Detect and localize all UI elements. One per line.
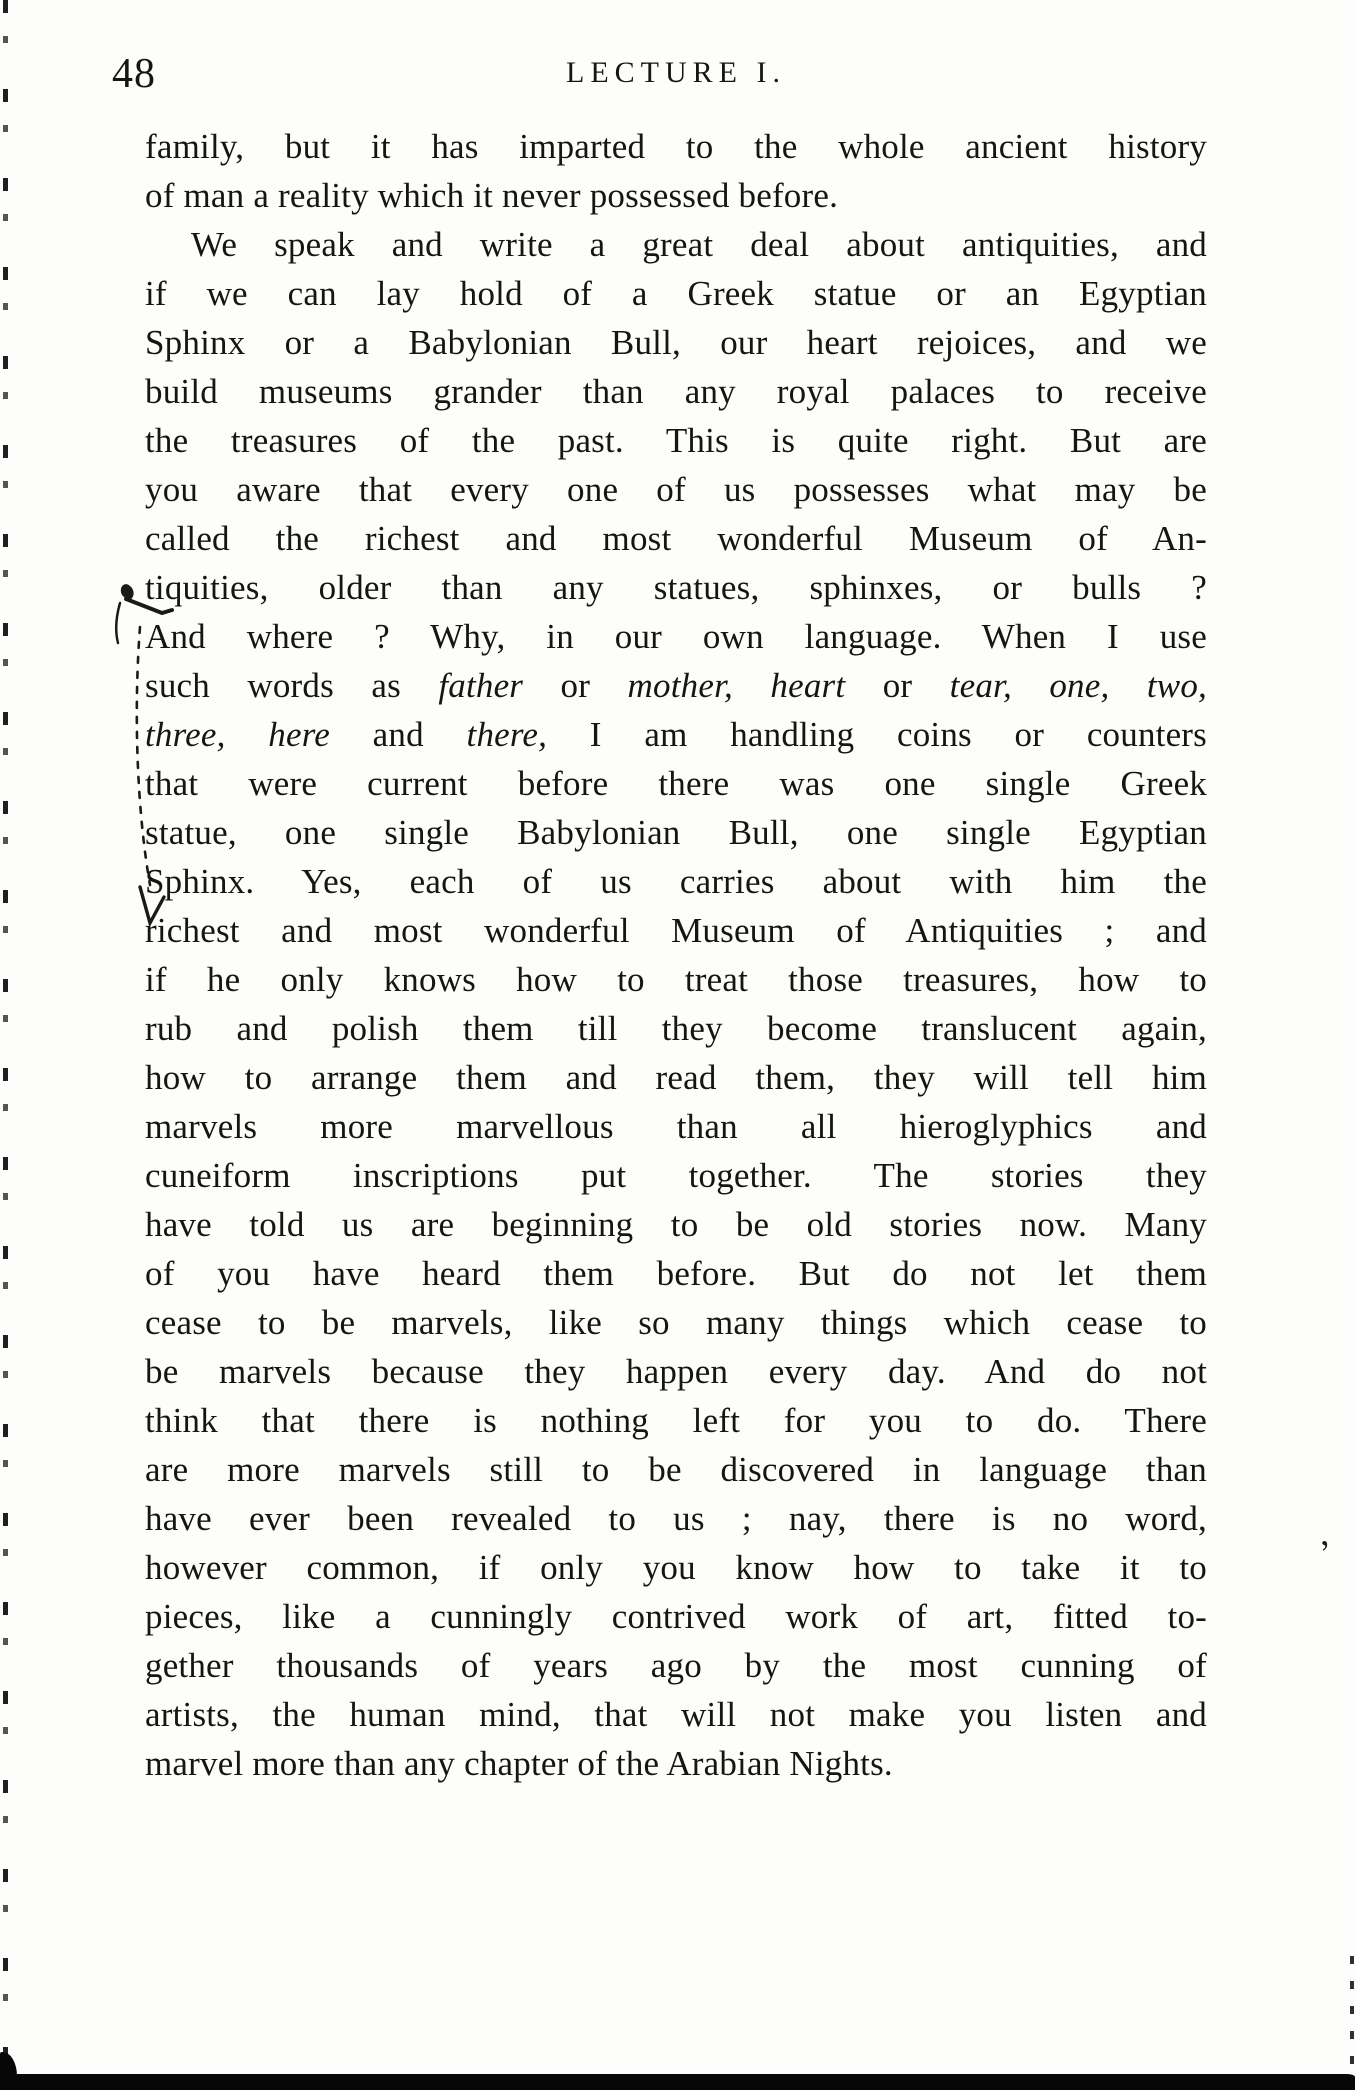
text-line xyxy=(145,416,1207,465)
text-segment: and xyxy=(329,715,467,754)
text-segment: or xyxy=(845,666,950,705)
text-segment: be marvels because they happen every day. And do not xyxy=(145,1352,1207,1391)
text-segment: richest and most wonderful Museum of Antiquities ; and xyxy=(145,911,1207,950)
text-line xyxy=(145,514,1207,563)
text-segment xyxy=(733,666,770,705)
italic-word: tear, xyxy=(949,666,1012,705)
text-line xyxy=(145,1396,1207,1445)
text-segment: of man a reality which it never possessed before. xyxy=(145,176,839,215)
text-segment: I am handling coins or counters xyxy=(547,715,1207,754)
text-line xyxy=(145,1445,1207,1494)
text-segment: called the richest and most wonderful Museum of An- xyxy=(145,519,1207,558)
text-segment: cease to be marvels, like so many things which cease to xyxy=(145,1303,1207,1342)
text-line xyxy=(145,171,1207,220)
text-line xyxy=(145,1494,1207,1543)
page-header xyxy=(0,48,1355,108)
right-edge-scan-artifact xyxy=(1350,1956,1354,2078)
text-segment: such words as xyxy=(145,666,439,705)
text-segment: are more marvels still to be discovered in language than xyxy=(145,1450,1207,1489)
text-segment: pieces, like a cunningly contrived work of art, fitted to- xyxy=(145,1597,1207,1636)
text-segment: have told us are beginning to be old stories now. Many xyxy=(145,1205,1207,1244)
running-title: LECTURE I. xyxy=(566,56,786,89)
text-line xyxy=(145,955,1207,1004)
italic-word: heart xyxy=(770,666,846,705)
text-segment: cuneiform inscriptions put together. The stories they xyxy=(145,1156,1207,1195)
pen-tick-right: , xyxy=(1313,1512,1332,1554)
text-segment: gether thousands of years ago by the most cunning of xyxy=(145,1646,1207,1685)
italic-word: father xyxy=(438,666,524,705)
text-segment: statue, one single Babylonian Bull, one single Egyptian xyxy=(145,813,1207,852)
text-line xyxy=(145,367,1207,416)
italic-word: here xyxy=(268,715,330,754)
text-segment: or xyxy=(523,666,628,705)
text-line xyxy=(145,220,1207,269)
text-line xyxy=(145,1102,1207,1151)
text-segment: artists, the human mind, that will not make you listen and xyxy=(145,1695,1207,1734)
text-segment: think that there is nothing left for you to do. There xyxy=(145,1401,1207,1440)
body-text xyxy=(145,122,1207,1788)
text-line xyxy=(145,269,1207,318)
text-segment xyxy=(226,715,269,754)
text-line xyxy=(145,1592,1207,1641)
text-segment: rub and polish them till they become translucent again, xyxy=(145,1009,1207,1048)
text-segment: And where ? Why, in our own language. When I use xyxy=(145,617,1207,656)
text-line xyxy=(145,1690,1207,1739)
text-line xyxy=(145,661,1207,710)
text-segment: how to arrange them and read them, they will tell him xyxy=(145,1058,1207,1097)
italic-word: there, xyxy=(466,715,548,754)
text-line xyxy=(145,1347,1207,1396)
text-line xyxy=(145,759,1207,808)
text-line xyxy=(145,1641,1207,1690)
text-segment: of you have heard them before. But do not let them xyxy=(145,1254,1207,1293)
text-line xyxy=(145,1200,1207,1249)
italic-word: mother, xyxy=(627,666,733,705)
text-segment: We speak and write a great deal about antiquities, and xyxy=(191,225,1207,264)
text-segment: the treasures of the past. This is quite right. But are xyxy=(145,421,1207,460)
text-segment: that were current before there was one single Greek xyxy=(145,764,1207,803)
text-line xyxy=(145,1739,1207,1788)
text-segment xyxy=(1012,666,1049,705)
text-segment: you aware that every one of us possesses what may be xyxy=(145,470,1207,509)
text-line xyxy=(145,465,1207,514)
page-number: 48 xyxy=(112,51,156,97)
italic-word: two, xyxy=(1146,666,1207,705)
text-segment: if he only knows how to treat those treasures, how to xyxy=(145,960,1207,999)
text-segment: marvel more than any chapter of the Arabian Nights. xyxy=(145,1744,893,1783)
text-line xyxy=(145,1004,1207,1053)
text-segment: however common, if only you know how to take it to xyxy=(145,1548,1207,1587)
text-line xyxy=(145,1543,1207,1592)
text-segment: tiquities, older than any statues, sphinxes, or bulls ? xyxy=(145,568,1207,607)
italic-word: one, xyxy=(1049,666,1110,705)
text-line xyxy=(145,857,1207,906)
text-line xyxy=(145,122,1207,171)
text-line xyxy=(145,563,1207,612)
text-segment: Sphinx. Yes, each of us carries about with him the xyxy=(145,862,1207,901)
italic-word: three, xyxy=(145,715,226,754)
text-line xyxy=(145,1249,1207,1298)
text-segment: family, but it has imparted to the whole ancient history xyxy=(145,127,1207,166)
text-line xyxy=(145,1298,1207,1347)
text-line xyxy=(145,710,1207,759)
text-segment: Sphinx or a Babylonian Bull, our heart rejoices, and we xyxy=(145,323,1207,362)
text-segment: if we can lay hold of a Greek statue or an Egyptian xyxy=(145,274,1207,313)
text-line xyxy=(145,612,1207,661)
text-line xyxy=(145,1151,1207,1200)
text-line xyxy=(145,1053,1207,1102)
text-line xyxy=(145,906,1207,955)
text-segment: marvels more marvellous than all hieroglyphics and xyxy=(145,1107,1207,1146)
text-segment: build museums grander than any royal palaces to receive xyxy=(145,372,1207,411)
bottom-scan-bar xyxy=(0,2074,1355,2090)
text-line xyxy=(145,808,1207,857)
left-edge-scan-artifact xyxy=(3,0,8,2058)
text-segment xyxy=(1109,666,1146,705)
text-line xyxy=(145,318,1207,367)
text-segment: have ever been revealed to us ; nay, there is no word, xyxy=(145,1499,1207,1538)
